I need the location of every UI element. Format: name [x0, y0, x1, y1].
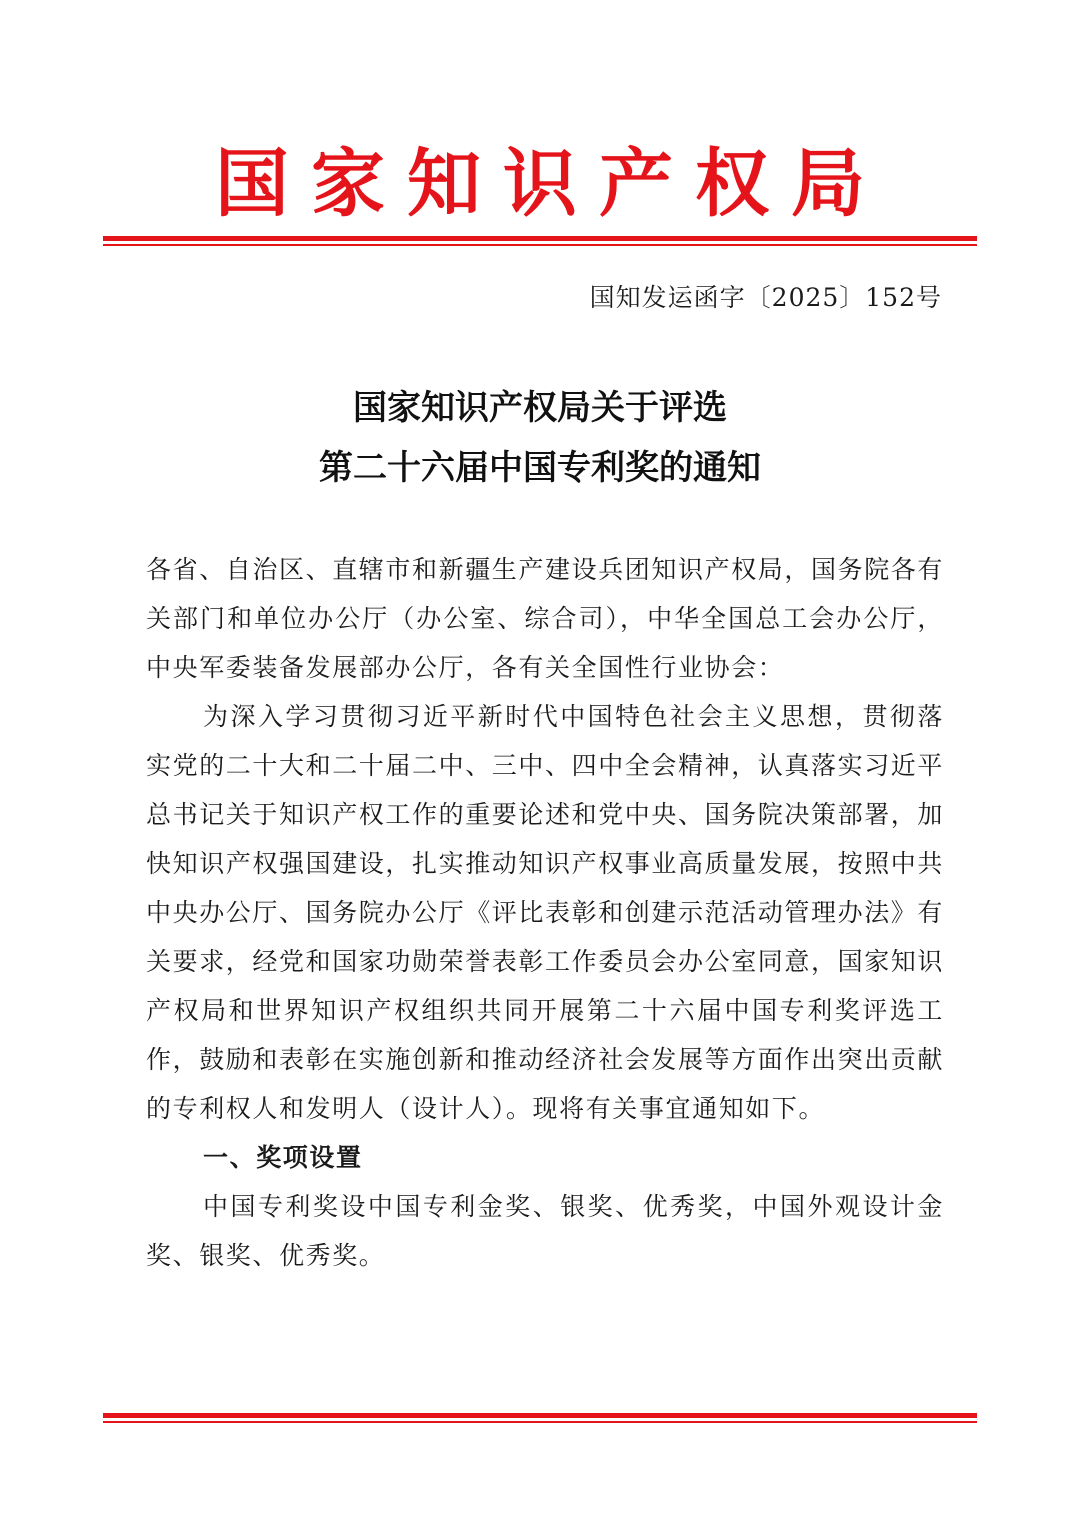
- intro-paragraph: 为深入学习贯彻习近平新时代中国特色社会主义思想，贯彻落实党的二十大和二十届二中、三中、四中全会精神，认真落实习近平总书记关于知识产权工作的重要论述和党中央、国务院决策部署，加快知识产权强国建设，扎实推动知识产权事业高质量发展，按照中共中央办公厅、国务院办公厅《评比表彰和创建示范活动管理办法》有关要求，经党和国家功勋荣誉表彰工作委员会办公室同意，国家知识产权局和世界知识产权组织共同开展第二十六届中国专利奖评选工作，鼓励和表彰在实施创新和推动经济社会发展等方面作出突出贡献的专利权人和发明人（设计人）。现将有关事宜通知如下。: [146, 702, 945, 1123]
- header-red-rule: [103, 236, 977, 246]
- agency-header-title: 国家知识产权局: [215, 141, 887, 227]
- addressees-paragraph: 各省、自治区、直辖市和新疆生产建设兵团知识产权局，国务院各有关部门和单位办公厅（办公室、综合司），中华全国总工会办公厅，中央军委装备发展部办公厅，各有关全国性行业协会：: [146, 555, 945, 682]
- section-text-awards: 中国专利奖设中国专利金奖、银奖、优秀奖，中国外观设计金奖、银奖、优秀奖。: [146, 1192, 944, 1270]
- footer-red-rule: [103, 1413, 977, 1423]
- document-title: [0, 378, 1080, 498]
- header-red-rule-thin: [103, 244, 977, 246]
- document-title-line-2: 第二十六届中国专利奖的通知: [319, 448, 761, 488]
- document-number: 国知发运函字〔2025〕152号: [589, 283, 942, 312]
- footer-red-rule-thin: [103, 1421, 977, 1423]
- document-title-line-1: 国家知识产权局关于评选: [353, 388, 727, 428]
- document-body: [146, 545, 944, 1280]
- section-heading-awards: 一、奖项设置: [203, 1143, 363, 1172]
